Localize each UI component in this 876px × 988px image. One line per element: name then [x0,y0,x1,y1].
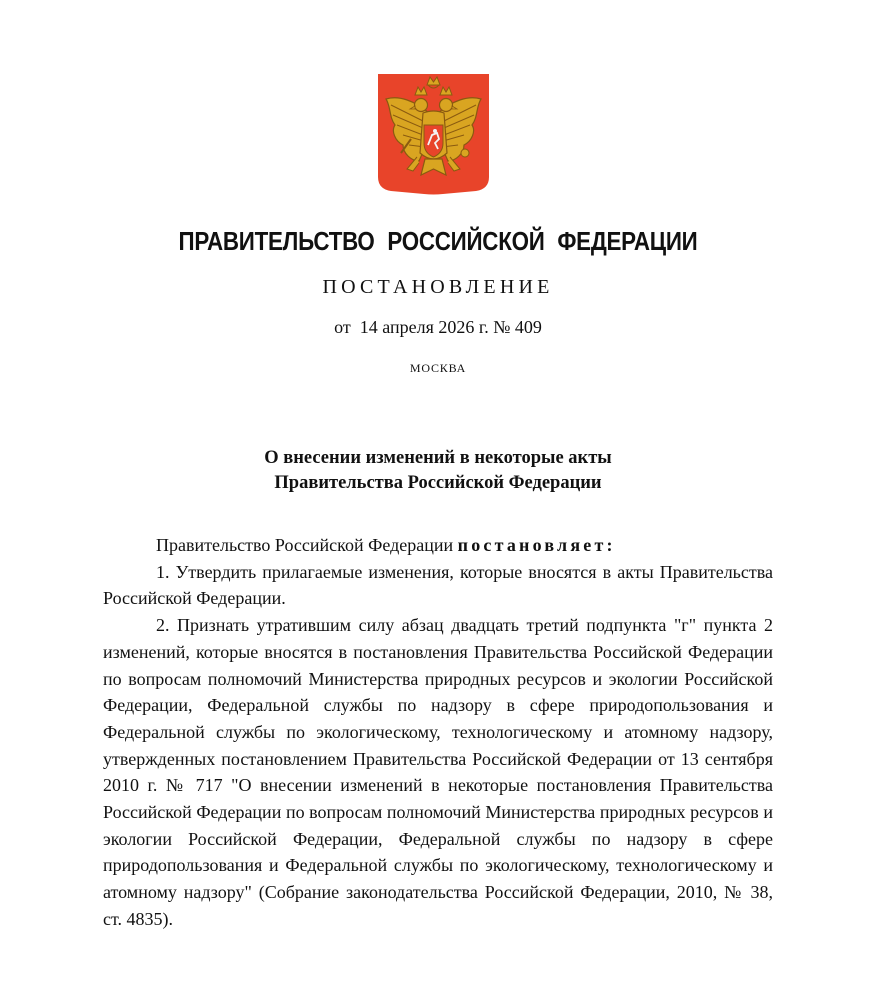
document-type: ПОСТАНОВЛЕНИЕ [322,276,554,298]
item-1-paragraph: 1. Утвердить прилагаемые изменения, которые вносятся в акты Правительства Российской Федерации. [103,561,773,609]
document-date: 14 апреля 2026 г. [359,317,489,337]
document-body [103,532,773,933]
date-prefix: от [334,317,351,337]
decree-word: постановляет: [457,535,616,555]
number-sign: № [493,317,511,337]
subject-line-2: Правительства Российской Федерации [274,473,602,493]
russian-coat-of-arms-icon [377,73,490,196]
document-number: 409 [514,317,542,337]
city-name: МОСКВА [409,361,467,375]
document-date-number [0,317,876,338]
government-title: ПРАВИТЕЛЬСТВО РОССИЙСКОЙ ФЕДЕРАЦИИ [178,226,698,256]
document-subject [0,446,876,496]
intro-lead: Правительство Российской Федерации [156,535,458,555]
intro-paragraph [103,532,773,559]
subject-line-1: О внесении изменений в некоторые акты [264,448,612,468]
item-2-paragraph: 2. Признать утратившим силу абзац двадцать третий подпункта "г" пункта 2 изменений, которые вносятся в постановления Правительства Российской Федерации по вопросам полномочий Министерства природных ресурсов и экологии Российской Федерации, Федеральной службы по надзору в сфере природопользования и Федеральной службы по экологическому, технологическому и атомному надзору, утвержденных постановлением Правительства Российской Федерации от 13 сентября 2010 г. № 717 "О внесении изменений в некоторые постановления Правительства Российской Федерации по вопросам полномочий Министерства природных ресурсов и экологии Российской Федерации, Федеральной службы по надзору в сфере природопользования и Федеральной службы по экологическому, технологическому и атомному надзору" (Собрание законодательства Российской Федерации, 2010, № 38, ст. 4835). [103,615,773,929]
